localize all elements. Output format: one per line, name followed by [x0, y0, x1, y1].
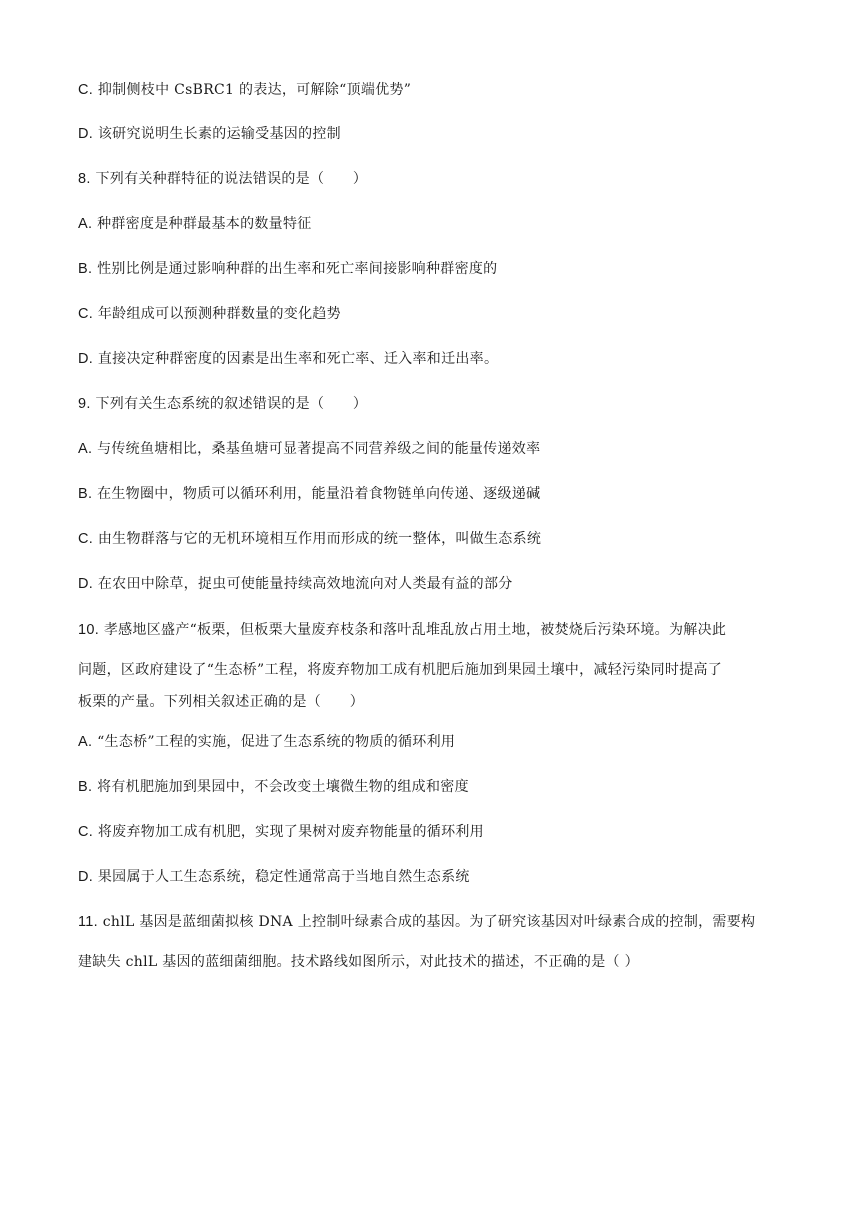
question-text: 问题，区政府建设了“生态桥”工程，将废弃物加工成有机肥后施加到果园土壤中，减轻污染同时提高了 [78, 662, 723, 678]
option-text: 与传统鱼塘相比，桑基鱼塘可显著提高不同营养级之间的能量传递效率 [97, 441, 541, 457]
q11-stem-line-1 [78, 912, 798, 932]
option-label: C. [78, 824, 94, 840]
option-label: D. [78, 351, 94, 367]
option-text: 该研究说明生长素的运输受基因的控制 [97, 126, 341, 142]
option-text: 在生物圈中，物质可以循环利用，能量沿着食物链单向传递、逐级递碱 [97, 486, 541, 502]
q9-option-b [78, 484, 798, 504]
option-text: “生态桥”工程的实施，促进了生态系统的物质的循环利用 [97, 734, 456, 750]
q8-option-d [78, 349, 798, 369]
q8-option-b [78, 259, 798, 279]
option-text: 直接决定种群密度的因素是出生率和死亡率、迁入率和迁出率。 [97, 351, 499, 367]
q7-option-d [78, 124, 798, 144]
option-text: 抑制侧枝中 CsBRC1 的表达，可解除“顶端优势” [97, 82, 412, 98]
q9-option-c [78, 529, 798, 549]
q11-stem-line-2 [78, 952, 798, 972]
question-text: 下列有关种群特征的说法错误的是（ ） [95, 171, 368, 187]
option-label: D. [78, 869, 94, 885]
q9-stem [78, 394, 798, 414]
question-text: 孝感地区盛产“板栗，但板栗大量废弃枝条和落叶乱堆乱放占用土地，被焚烧后污染环境。为解决此 [103, 622, 727, 638]
q9-option-d [78, 574, 798, 594]
option-text: 将有机肥施加到果园中，不会改变土壤微生物的组成和密度 [97, 779, 469, 795]
q8-stem [78, 169, 798, 189]
q10-option-b [78, 777, 798, 797]
option-text: 将废弃物加工成有机肥，实现了果树对废弃物能量的循环利用 [97, 824, 484, 840]
option-label: A. [78, 734, 93, 750]
q10-stem-line-1 [78, 620, 798, 640]
question-number: 10. [78, 622, 100, 638]
option-text: 由生物群落与它的无机环境相互作用而形成的统一整体，叫做生态系统 [97, 531, 542, 547]
option-label: B. [78, 261, 93, 277]
option-label: A. [78, 441, 93, 457]
question-number: 8. [78, 171, 91, 187]
question-number: 9. [78, 396, 91, 412]
option-text: 种群密度是种群最基本的数量特征 [97, 216, 312, 232]
option-text: 年龄组成可以预测种群数量的变化趋势 [97, 306, 341, 322]
option-label: C. [78, 306, 94, 322]
option-text: 果园属于人工生态系统，稳定性通常高于当地自然生态系统 [97, 869, 470, 885]
q10-option-c [78, 822, 798, 842]
option-label: A. [78, 216, 93, 232]
option-text: 在农田中除草，捉虫可使能量持续高效地流向对人类最有益的部分 [97, 576, 513, 592]
q10-option-a [78, 732, 798, 752]
q10-stem-line-3 [78, 692, 798, 712]
q10-option-d [78, 867, 798, 887]
option-label: B. [78, 486, 93, 502]
question-text: chlL 基因是蓝细菌拟核 DNA 上控制叶绿素合成的基因。为了研究该基因对叶绿素合成的控制，需要构 [102, 914, 756, 930]
question-text: 板栗的产量。下列相关叙述正确的是（ ） [78, 694, 364, 710]
q8-option-c [78, 304, 798, 324]
question-text: 下列有关生态系统的叙述错误的是（ ） [95, 396, 368, 412]
option-label: C. [78, 82, 94, 98]
option-label: D. [78, 126, 94, 142]
q7-option-c [78, 80, 798, 100]
question-number: 11. [78, 914, 98, 930]
option-label: D. [78, 576, 94, 592]
question-text: 建缺失 chlL 基因的蓝细菌细胞。技术路线如图所示，对此技术的描述，不正确的是（ ） [78, 954, 639, 970]
option-label: C. [78, 531, 94, 547]
option-label: B. [78, 779, 93, 795]
q9-option-a [78, 439, 798, 459]
option-text: 性别比例是通过影响种群的出生率和死亡率间接影响种群密度的 [97, 261, 498, 277]
q8-option-a [78, 214, 798, 234]
q10-stem-line-2 [78, 660, 798, 680]
